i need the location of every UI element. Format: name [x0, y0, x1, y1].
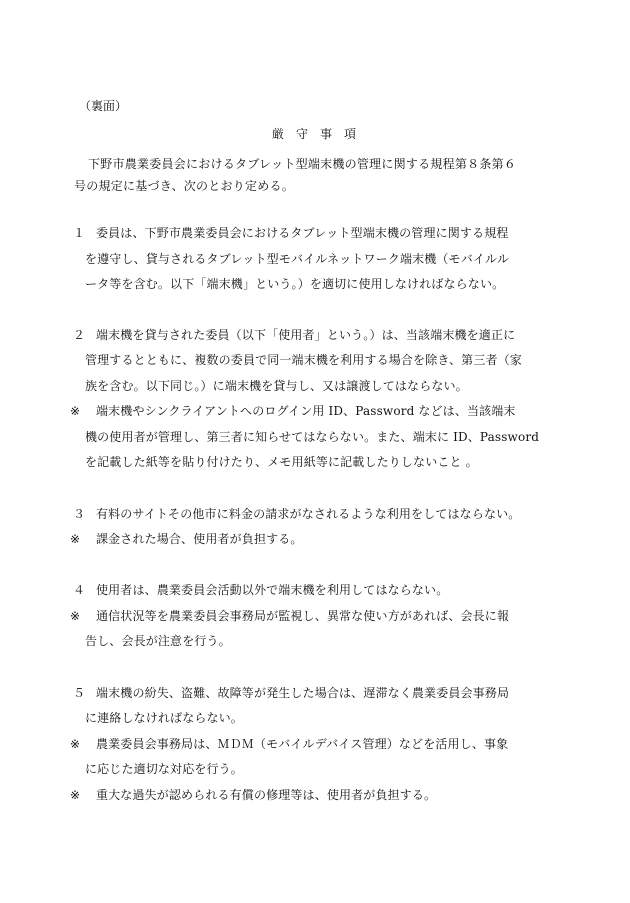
- page-title: 厳守事項: [272, 127, 369, 141]
- item-3-note-mark: ※: [70, 532, 81, 546]
- item-1-number: １: [73, 226, 86, 240]
- item-3-number: ３: [73, 507, 86, 521]
- item-2-note-line-3: を記載した紙等を貼り付けたり、メモ用紙等に記載したりしないこと 。: [85, 455, 478, 469]
- item-5-number: ５: [73, 686, 86, 700]
- item-5-note-1-line-1: 農業委員会事務局は、ＭＤＭ（モバイルデバイス管理）などを活用し、事象: [96, 737, 509, 751]
- item-2-note-mark: ※: [70, 404, 81, 418]
- item-2-number: ２: [73, 328, 86, 342]
- item-4-note-mark: ※: [70, 609, 81, 623]
- item-1-line-1: 委員は、下野市農業委員会におけるタブレット型端末機の管理に関する規程: [96, 226, 509, 240]
- item-1-line-3: ータ等を含む。以下「端末機」という。）を適切に使用しなければならない。: [85, 277, 505, 291]
- item-5-note-2-mark: ※: [70, 788, 81, 802]
- item-5-note-2-line-1: 重大な過失が認められる有償の修理等は、使用者が負担する。: [96, 788, 437, 802]
- side-label: （裏面）: [79, 99, 128, 113]
- item-5-line-1: 端末機の紛失、盗難、故障等が発生した場合は、遅滞なく農業委員会事務局: [96, 686, 510, 700]
- intro-line-2: 号の規定に基づき、次のとおり定める。: [74, 179, 295, 193]
- item-4-number: ４: [73, 583, 86, 597]
- item-2-line-2: 管理するとともに、複数の委員で同一端末機を利用する場合を除き、第三者（家: [85, 353, 522, 367]
- item-5-note-1-mark: ※: [70, 737, 81, 751]
- item-4-note-line-1: 通信状況等を農業委員会事務局が監視し、異常な使い方があれば、会長に報: [96, 609, 510, 623]
- intro-line-1: 下野市農業委員会におけるタブレット型端末機の管理に関する規程第８条第６: [88, 157, 517, 171]
- item-1-line-2: を遵守し、貸与されるタブレット型モバイルネットワーク端末機（モバイルル: [85, 252, 509, 266]
- item-3-line-1: 有料のサイトその他市に料金の請求がなされるような利用をしてはならない。: [96, 507, 521, 521]
- item-5-note-1-line-2: に応じた適切な対応を行う。: [85, 762, 243, 776]
- item-2-line-3: 族を含む。以下同じ。）に端末機を貸与し、又は譲渡してはならない。: [85, 379, 468, 393]
- item-3-note-line-1: 課金された場合、使用者が負担する。: [96, 532, 303, 546]
- item-5-line-2: に連絡しなければならない。: [85, 711, 243, 725]
- item-2-note-line-2: 機の使用者が管理し、第三者に知らせてはならない。また、端末に ID、Password: [85, 430, 540, 444]
- item-2-line-1: 端末機を貸与された委員（以下「使用者」という。）は、当該端末機を適正に: [96, 328, 516, 342]
- item-4-note-line-2: 告し、会長が注意を行う。: [85, 634, 231, 648]
- item-4-line-1: 使用者は、農業委員会活動以外で端末機を利用してはならない。: [96, 583, 449, 597]
- item-2-note-line-1: 端末機やシンクライアントへのログイン用 ID、Password などは、当該端末: [96, 404, 516, 418]
